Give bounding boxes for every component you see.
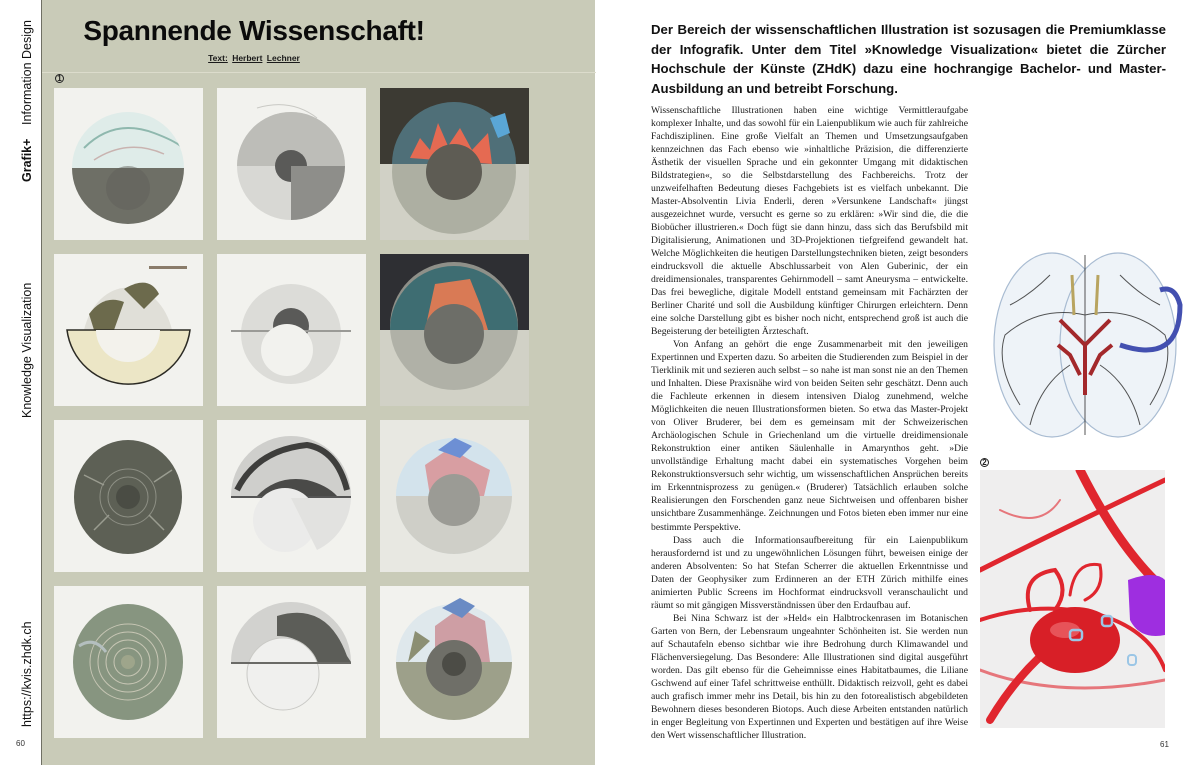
earth-cross-section-icon (380, 586, 529, 738)
topic-label: Knowledge Visualization (20, 282, 34, 418)
grid-tile[interactable] (217, 254, 366, 406)
magazine-label: Grafik+ (20, 138, 34, 182)
page-number-right: 61 (1160, 740, 1169, 749)
brain-vessels-icon (980, 245, 1185, 445)
grid-tile[interactable] (54, 586, 203, 738)
article-body (651, 104, 968, 742)
lead-paragraph: Der Bereich der wissenschaftlichen Illustration ist sozusagen die Premiumklasse der Infografik. Unter dem Titel »Knowledge Visualization« bietet die Zürcher Hochschule der Künste (ZHdK) dazu eine hochrangige Bachelor- und Master-Ausbildung an und betreibt Forschung. (651, 22, 1166, 96)
page-number-left: 60 (16, 739, 25, 748)
left-page-margin (0, 0, 41, 765)
figure-panel (41, 0, 595, 765)
earth-cross-section-icon (54, 420, 203, 572)
grid-tile[interactable] (217, 88, 366, 240)
byline-last-name: Lechner (266, 53, 300, 63)
grid-tile[interactable] (217, 420, 366, 572)
body-paragraph: Wissenschaftliche Illustrationen haben eine wichtige Vermittleraufgabe komplexer Inhalte, und das sowohl für ein Laienpublikum wie auch für zahlreiche Fachdisziplinen. Eine große Vielfalt an Themen und Umsetzungsaufgaben kennzeichnen das Fach ebenso wie »inhaltliche Präzision, die differenzierte Ästhetik der visuellen Sprache und ein gekonnter Umgang mit didaktischen Bildstrategien«, so die Selbstdarstellung des Fachbereichs. Trotz der unzweifelhaften Bedeutung dieses Fachgebiets ist es vielfach unbekannt. Die Master-Absolventin Livia Enderli, deren »Versunkene Landschaft« jüngst ausgezeichnet wurde, versucht es gerne so zu erklären: »Wir sind die, die die Biobücher illustrieren.« Doch fügt sie dann hinzu, dass sich das Berufsbild mit Digitalisierung, Animationen und 3D-Projektionen tiefgreifend gewandelt hat. Welche Möglichkeiten die heutigen Darstellungstechniken bieten, zeigt besonders eindrucksvoll die aktuelle Abschlussarbeit von Alen Guberinic, der ein dreidimensionales, transparentes Gehirnmodell – samt Aneurysma – entwickelte. Das frei bewegliche, digitale Modell entstand gemeinsam mit Fachärzten der Berliner Charité und soll die Ausbildung künftiger Chirurgen erleichtern. Denn eine solche Darstellung gibt es bisher noch nicht, entsprechend groß ist auch die Begeisterung der beteiligten Ärzteschaft. (651, 105, 968, 338)
body-paragraph: Von Anfang an gehört die enge Zusammenarbeit mit den jeweiligen Expertinnen und Experten dazu. So arbeiten die Studierenden zum Beispiel in der Tierklinik mit und sezieren auch selbst – so nahe ist man sonst nie an den Themen und Inhalten. Diese Praxisnähe wird von beiden Seiten sehr geschätzt. Denn auch die Fachleute erkennen in diesem intensiven Dialog zunehmend, welche Möglichkeiten die neuen Illustrationsformen bieten. So etwa das Master-Projekt von Oliver Bruderer, bei dem es gemeinsam mit der Schweizerischen Archäologischen Schule in Griechenland um die virtuelle dreidimensionale Rekonstruktion einer antiken Säulenhalle in Amarynthos geht. »Die unvollständige Erhaltung macht dabei ein systematisches Vorgehen beim Rekonstruktionsversuch sehr wichtig, um wissenschaftlichen Ansprüchen bereits im Erkenntnisprozess zu genügen.« (Bruderer) Tatsächlich erlauben solche Realisierungen den Forschenden ganz neue Sichtweisen und offenbaren bisher unsichtbare Zusammenhänge. Zeichnungen und Fotos bieten eben immer nur eine bestimmte Perspektive. (651, 339, 968, 533)
grid-tile[interactable] (380, 420, 529, 572)
byline (42, 53, 596, 63)
aneurysm-figure (980, 470, 1165, 728)
grid-tile[interactable] (380, 254, 529, 406)
earth-cross-section-icon (217, 254, 366, 406)
earth-cross-section-icon (54, 88, 203, 240)
byline-prefix: Text: (208, 53, 228, 63)
earth-cross-section-icon (380, 88, 529, 240)
aneurysm-clips-icon (980, 470, 1165, 728)
figure-marker-2: 2 (980, 458, 989, 467)
grid-tile[interactable] (380, 586, 529, 738)
header-divider (42, 72, 596, 73)
earth-cross-section-icon (54, 254, 203, 406)
section-label: Information Design (20, 20, 34, 125)
page-title: Spannende Wissenschaft! (83, 15, 425, 46)
earth-cross-section-icon (217, 420, 366, 572)
body-paragraph: Bei Nina Schwarz ist der »Held« ein Halbtrockenrasen im Botanischen Garten von Bern, der Lebensraum ungeahnter Schönheiten ist. Sie werden nun auf Schautafeln ebenso sichtbar wie ihre Bedrohung durch Klimawandel und Flächenversiegelung. Das Besondere: Alle Illustrationen sind digital ausgeführt worden. Das gilt ebenso für die Geheimnisse eines Habitatbaumes, die Liliane Gschwend auf einer Tafel schrittweise enthüllt. Didaktisch reizvoll, geht es dabei auch grafisch immer mehr ins Detail, bis hin zu den fotorealistisch abgebildeten Bewohnern dieses besonderen Biotops. Auch diese Arbeiten entstanden natürlich in enger Begleitung von Expertinnen und Experten und bestätigen auf ihre Weise den Wert wissenschaftlicher Illustration. (651, 612, 968, 741)
grid-tile[interactable] (54, 88, 203, 240)
earth-cross-section-icon (380, 420, 529, 572)
grid-tile[interactable] (380, 88, 529, 240)
earth-cross-section-icon (217, 88, 366, 240)
url-label: https://kvis.zhdk.ch (20, 621, 34, 727)
byline-first-name: Herbert (232, 53, 263, 63)
grid-tile[interactable] (54, 420, 203, 572)
figure-marker-1: 1 (55, 74, 64, 83)
earth-cross-section-icon (380, 254, 529, 406)
body-paragraph: Dass auch die Informationsaufbereitung für ein Laienpublikum herausfordernd ist und zu ungewöhnlichen Lösungen führt, beweisen einige der anderen Absolventen: So hat Stefan Scherrer die aktuellen Erkenntnisse und Daten der Geophysiker zum Erdinneren an der ETH Zürich mithilfe eines animierten Public Screens im Hochformat eindrucksvoll veranschaulicht und räumt so mit gängigen Missverständnissen über den Erdaufbau auf. (651, 534, 968, 611)
earth-cross-section-icon (54, 586, 203, 738)
grid-tile[interactable] (54, 254, 203, 406)
brain-model-figure (980, 245, 1185, 445)
earth-cross-section-icon (217, 586, 366, 738)
grid-tile[interactable] (217, 586, 366, 738)
